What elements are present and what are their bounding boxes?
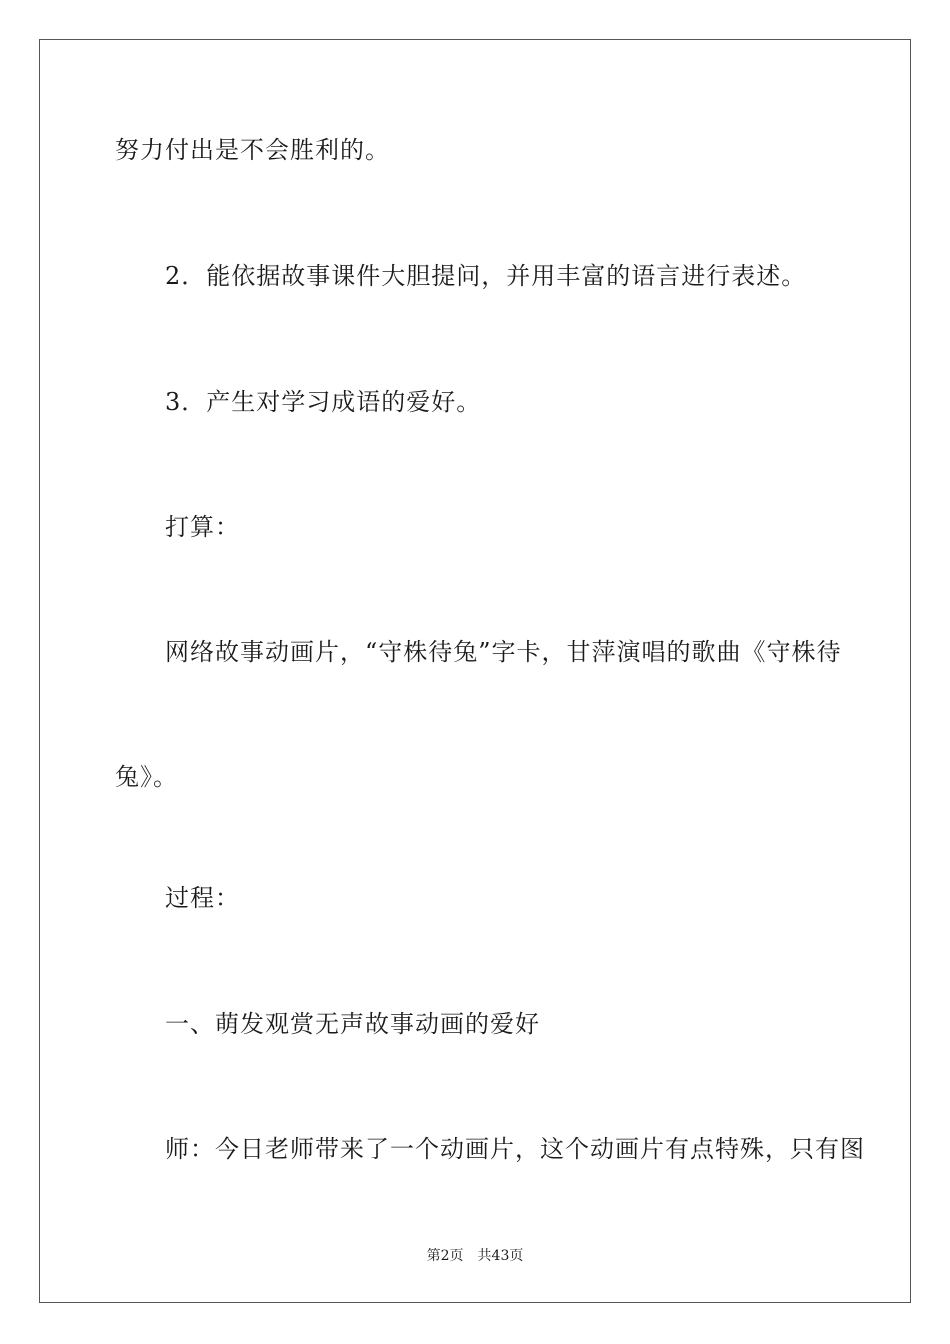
text-line: 兔》。 — [115, 763, 178, 791]
text-line: 3．产生对学习成语的爱好。 — [165, 388, 482, 416]
section-heading: 打算： — [165, 513, 240, 541]
section-heading: 一、萌发观赏无声故事动画的爱好 — [165, 1010, 540, 1038]
text-line: 网络故事动画片，“守株待兔”字卡，甘萍演唱的歌曲《守株待 — [165, 638, 842, 666]
text-line: 努力付出是不会胜利的。 — [115, 136, 390, 164]
page-footer — [0, 1247, 950, 1265]
text-line: 师：今日老师带来了一个动画片，这个动画片有点特殊，只有图 — [165, 1135, 865, 1163]
page-border — [39, 39, 911, 1303]
page-number: 第2页 — [426, 1248, 464, 1264]
section-heading: 过程： — [165, 884, 240, 912]
page-total: 共43页 — [477, 1248, 524, 1264]
text-line: 2．能依据故事课件大胆提问，并用丰富的语言进行表述。 — [165, 262, 807, 290]
